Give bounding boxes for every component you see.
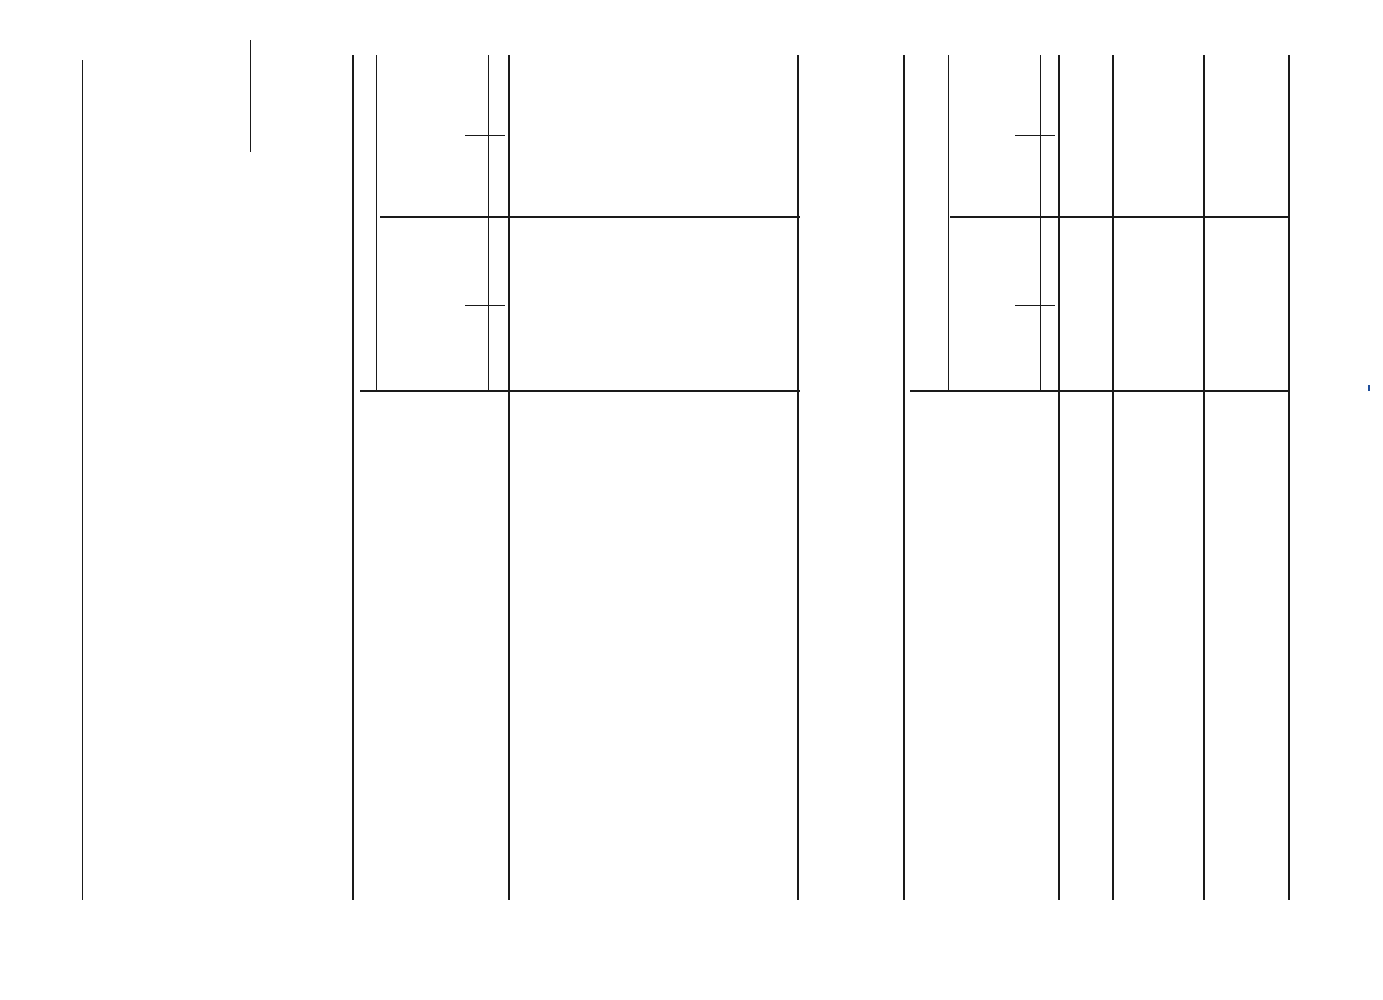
t1-sub-rule [488, 55, 489, 390]
header-rule [82, 60, 83, 900]
t1-group-rule [376, 55, 377, 390]
t1-header-bottom-rule [508, 55, 510, 900]
t2-sub-rule [1040, 55, 1041, 390]
t2-top-rule [903, 55, 905, 900]
dfg-footer [1360, 385, 1373, 395]
t2-group1-rule [1112, 55, 1114, 900]
t1-vrule-col2 [380, 216, 800, 218]
t2-vrule-col2 [950, 216, 1290, 218]
t1-sub-vrule-2 [465, 135, 505, 136]
t1-sub-vrule-1 [465, 305, 505, 306]
t1-top-rule [352, 55, 354, 900]
t2-sub-vrule-2 [1015, 135, 1055, 136]
t2-bottom-rule [1288, 55, 1290, 900]
t2-group2-rule [1203, 55, 1205, 900]
t2-group-rule [948, 55, 949, 390]
t2-vrule-col1 [910, 390, 1290, 392]
title-rule [250, 40, 251, 152]
t1-bottom-rule [797, 55, 799, 900]
dfg-logo [1368, 385, 1370, 391]
t2-header-bottom-rule [1058, 55, 1060, 900]
t2-sub-vrule-1 [1015, 305, 1055, 306]
t1-vrule-col1 [360, 390, 800, 392]
running-header [50, 870, 74, 900]
